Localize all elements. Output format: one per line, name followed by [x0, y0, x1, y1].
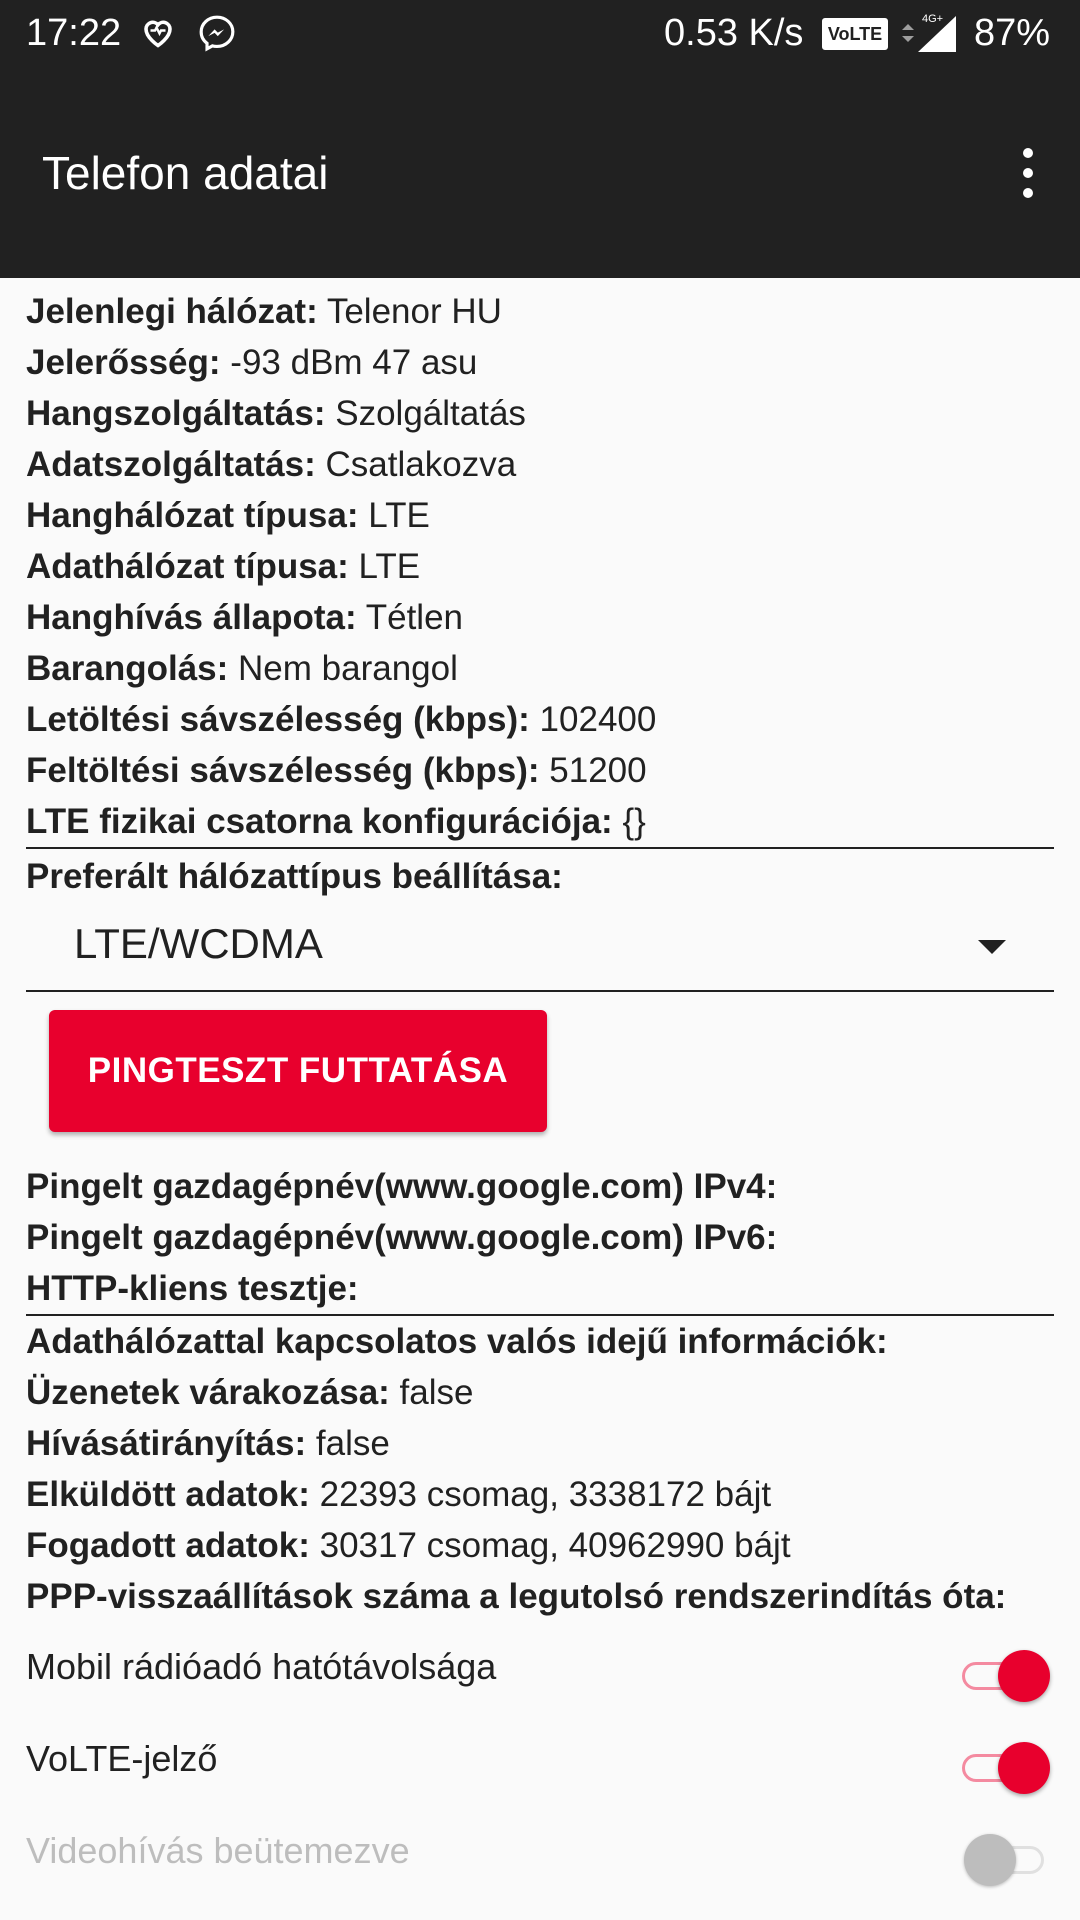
switch-thumb: [998, 1742, 1050, 1794]
network-info-value: Szolgáltatás: [335, 394, 526, 433]
volte-indicator-toggle-row: [26, 1718, 1054, 1810]
data-info-label: PPP-visszaállítások száma a legutolsó rendszerindítás óta:: [26, 1577, 1007, 1616]
network-info-list: [26, 286, 1054, 847]
video-call-scheduled-toggle-row: [26, 1810, 1054, 1902]
network-info-value: LTE: [358, 547, 421, 586]
network-info-label: Adathálózat típusa:: [26, 547, 349, 586]
network-info-row: [26, 337, 1054, 388]
data-info-label: Üzenetek várakozása:: [26, 1373, 390, 1412]
preferred-network-label: Preferált hálózattípus beállítása:: [26, 857, 563, 896]
data-info-value: 22393 csomag, 3338172 bájt: [319, 1475, 772, 1514]
network-info-label: Hanghálózat típusa:: [26, 496, 359, 535]
data-info-list: [26, 1316, 1054, 1622]
overflow-menu-icon[interactable]: [1014, 148, 1042, 202]
status-bar: [0, 0, 1080, 64]
volte-indicator-toggle[interactable]: [956, 1742, 1048, 1792]
video-call-scheduled-toggle-label: Videohívás beütemezve: [26, 1830, 410, 1871]
cell-radio-range-toggle[interactable]: [956, 1650, 1048, 1700]
network-info-row: [26, 388, 1054, 439]
network-info-row: [26, 541, 1054, 592]
data-info-value: 30317 csomag, 40962990 bájt: [319, 1526, 791, 1565]
network-info-value: LTE: [368, 496, 430, 535]
network-info-value: -93 dBm 47 asu: [230, 343, 478, 382]
ping-result-row: [26, 1161, 1054, 1212]
data-info-row: [26, 1469, 1054, 1520]
network-info-label: Letöltési sávszélesség (kbps):: [26, 700, 530, 739]
video-call-scheduled-toggle: [956, 1834, 1048, 1884]
network-info-row: [26, 796, 1054, 847]
network-type-label: 4G+: [922, 13, 944, 25]
ping-result-label: Pingelt gazdagépnév(www.google.com) IPv4:: [26, 1167, 778, 1206]
data-info-label: Hívásátirányítás:: [26, 1424, 307, 1463]
network-info-value: 51200: [549, 751, 647, 790]
battery-level: 87%: [974, 12, 1051, 54]
network-speed: 0.53 K/s: [664, 12, 804, 54]
signal-icon: [900, 12, 956, 52]
switch-thumb: [964, 1834, 1016, 1886]
data-info-row: [26, 1520, 1054, 1571]
network-info-label: Adatszolgáltatás:: [26, 445, 316, 484]
data-info-value: false: [315, 1424, 390, 1463]
network-info-label: Jelerősség:: [26, 343, 221, 382]
dropdown-arrow-icon: [978, 940, 1006, 954]
ping-result-row: [26, 1263, 1054, 1314]
cell-radio-range-toggle-label: Mobil rádióadó hatótávolsága: [26, 1646, 497, 1687]
network-info-row: [26, 286, 1054, 337]
network-info-label: Feltöltési sávszélesség (kbps):: [26, 751, 540, 790]
network-info-label: Hangszolgáltatás:: [26, 394, 326, 433]
network-info-value: Nem barangol: [238, 649, 458, 688]
preferred-network-selected: LTE/WCDMA: [74, 920, 323, 967]
data-info-row: [26, 1571, 1054, 1622]
page-title: Telefon adatai: [42, 147, 329, 199]
messenger-icon: [198, 14, 236, 52]
network-info-row: [26, 694, 1054, 745]
network-info-row: [26, 745, 1054, 796]
data-info-row: [26, 1418, 1054, 1469]
data-info-label: Adathálózattal kapcsolatos valós idejű információk:: [26, 1322, 888, 1361]
network-info-label: LTE fizikai csatorna konfigurációja:: [26, 802, 613, 841]
ping-result-label: HTTP-kliens tesztje:: [26, 1269, 359, 1308]
preferred-network-dropdown[interactable]: [26, 902, 1054, 992]
data-info-value: false: [399, 1373, 474, 1412]
ping-results-list: [26, 1161, 1054, 1314]
network-info-value: 102400: [539, 700, 657, 739]
divider: [26, 847, 1054, 849]
cell-radio-range-toggle-row: [26, 1626, 1054, 1718]
network-info-row: [26, 592, 1054, 643]
network-info-label: Jelenlegi hálózat:: [26, 292, 318, 331]
network-info-value: {}: [622, 802, 646, 841]
network-info-label: Hanghívás állapota:: [26, 598, 357, 637]
network-info-label: Barangolás:: [26, 649, 229, 688]
ping-result-label: Pingelt gazdagépnév(www.google.com) IPv6:: [26, 1218, 778, 1257]
heart-icon: [140, 14, 176, 50]
run-ping-test-button[interactable]: PINGTESZT FUTTATÁSA: [49, 1010, 547, 1132]
data-info-row: [26, 1316, 1054, 1367]
network-info-value: Tétlen: [365, 598, 464, 637]
phone-info-content: [26, 278, 1054, 992]
ping-results-section: [26, 1161, 1054, 1622]
data-info-row: [26, 1367, 1054, 1418]
network-info-row: [26, 439, 1054, 490]
network-info-value: Telenor HU: [326, 292, 502, 331]
app-bar: [0, 64, 1080, 278]
volte-badge: VoLTE: [822, 18, 888, 50]
network-info-value: Csatlakozva: [325, 445, 517, 484]
volte-indicator-toggle-label: VoLTE-jelző: [26, 1738, 218, 1779]
network-info-row: [26, 490, 1054, 541]
ping-result-row: [26, 1212, 1054, 1263]
switch-thumb: [998, 1650, 1050, 1702]
network-info-row: [26, 643, 1054, 694]
data-info-label: Elküldött adatok:: [26, 1475, 310, 1514]
status-time: 17:22: [26, 12, 122, 54]
data-info-label: Fogadott adatok:: [26, 1526, 310, 1565]
